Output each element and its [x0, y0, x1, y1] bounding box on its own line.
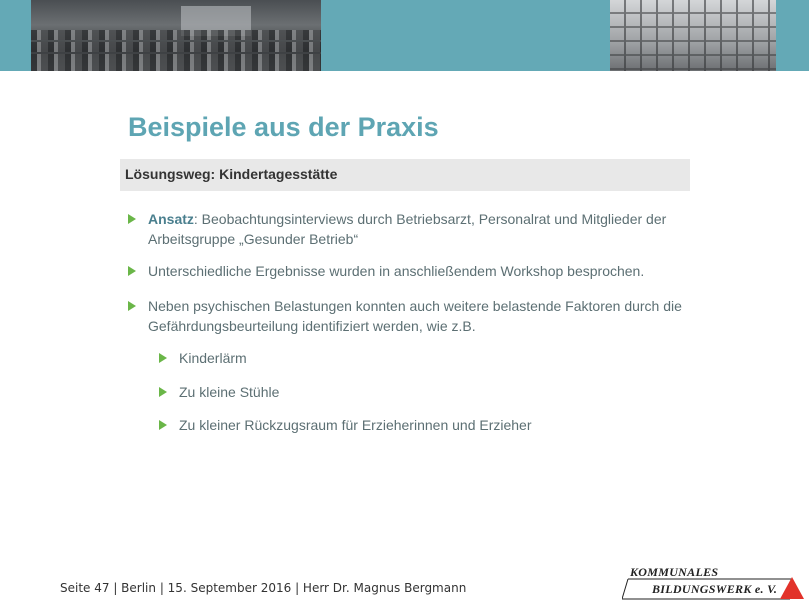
bullet-arrow-icon	[128, 301, 136, 311]
slide-title: Beispiele aus der Praxis	[128, 112, 439, 142]
bullet-item	[148, 209, 688, 249]
subbullet-arrow-icon	[159, 353, 167, 363]
subbullet-item: Kinderlärm	[179, 350, 247, 366]
bullet-arrow-icon	[128, 214, 136, 224]
slide-footer: Seite 47 | Berlin | 15. September 2016 | Herr Dr. Magnus Bergmann	[60, 581, 467, 595]
slide-subtitle: Lösungsweg: Kindertagesstätte	[125, 166, 338, 182]
logo-line2: BILDUNGSWERK e. V.	[652, 582, 778, 596]
organization-logo	[622, 565, 804, 601]
subbullet-item: Zu kleine Stühle	[179, 384, 280, 400]
subbullet-arrow-icon	[159, 420, 167, 430]
bullet-bold-label: Ansatz	[148, 211, 194, 227]
header-photo-building	[610, 0, 776, 71]
bullet-item: Neben psychischen Belastungen konnten auch weitere belastende Faktoren durch die Gefährdungsbeurteilung identifiziert werden, wie z.B.	[148, 298, 682, 334]
header-photo-conference	[31, 0, 321, 71]
subtitle-bar	[120, 159, 690, 191]
bullet-text: : Beobachtungsinterviews durch Betriebsarzt, Personalrat und Mitglieder der Arbeitsgruppe „Gesunder Betrieb“	[148, 211, 667, 247]
subbullet-item: Zu kleiner Rückzugsraum für Erzieherinnen und Erzieher	[179, 417, 532, 433]
bullet-arrow-icon	[128, 266, 136, 276]
logo-line1: KOMMUNALES	[630, 565, 719, 579]
bullet-item: Unterschiedliche Ergebnisse wurden in anschließendem Workshop besprochen.	[148, 263, 645, 279]
subbullet-arrow-icon	[159, 387, 167, 397]
